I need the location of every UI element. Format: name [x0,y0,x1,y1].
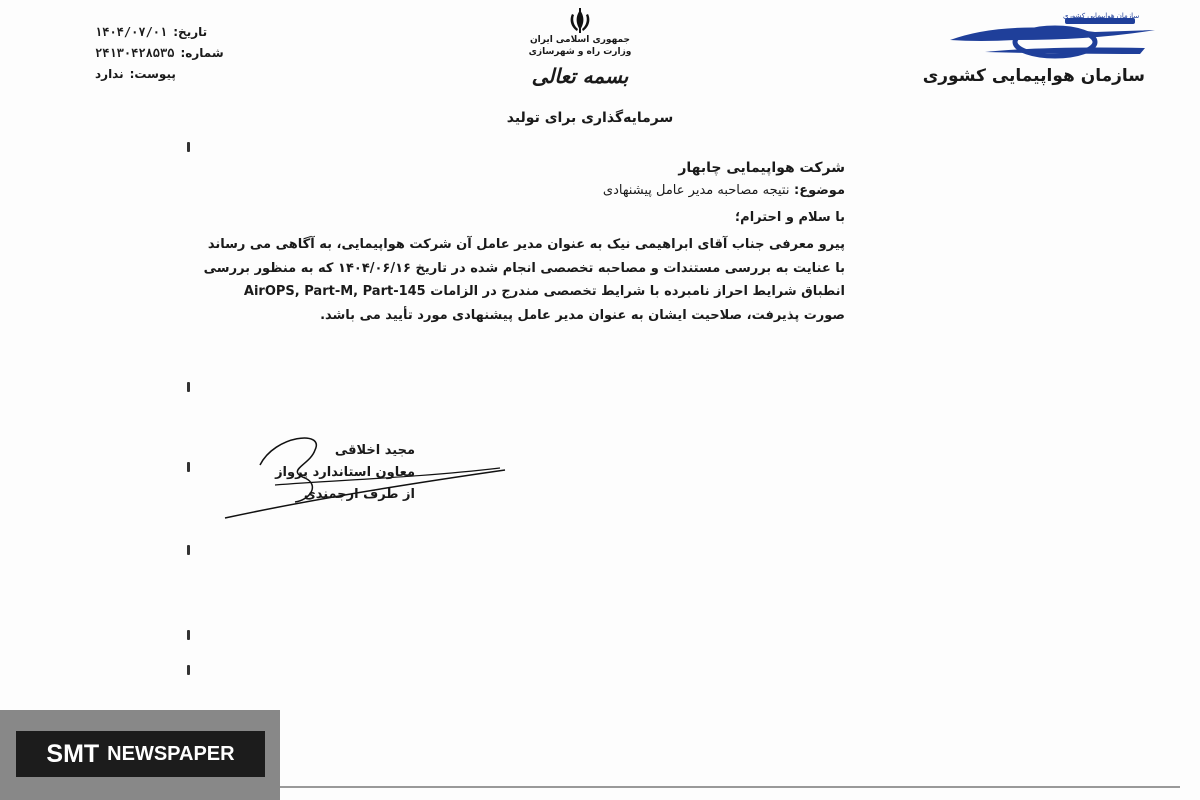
ministry-line: وزارت راه و شهرسازی [528,47,632,57]
page-edge [280,786,1180,788]
punch-mark [187,382,190,392]
organization-name: سازمان هواپیمایی کشوری [922,66,1145,86]
watermark-bold: SMT [46,739,100,768]
letter-body [145,233,845,327]
punch-mark [187,462,190,472]
attachment-label: پیوست: [129,67,176,81]
punch-mark [187,665,190,675]
attachment-value: ندارد [95,67,124,81]
signature-block [255,440,415,506]
cao-logo-caption: سازمان هواپیمایی کشوری [1063,12,1140,20]
iran-emblem-icon [565,8,595,34]
number-value: ۲۴۱۳۰۴۲۸۵۳۵ [95,46,175,60]
year-slogan: سرمایه‌گذاری برای تولید [506,110,674,126]
number-label: شماره: [180,46,224,60]
punch-mark [187,630,190,640]
subject-text: نتیجه مصاحبه مدیر عامل پیشنهادی [602,183,790,198]
addressee: شرکت هواپیمایی چابهار [678,160,845,176]
punch-mark [187,142,190,152]
signatory-on-behalf: از طرف ارجمندی [303,487,415,502]
signatory-title: معاون استاندارد پرواز [275,465,415,480]
smt-newspaper-watermark [16,731,265,777]
greeting: با سلام و احترام؛ [734,210,845,225]
date-row [95,22,280,43]
watermark-rest: NEWSPAPER [107,742,235,765]
date-value: ۱۴۰۴/۰۷/۰۱ [95,25,168,39]
subject-label: موضوع: [794,183,845,198]
bismillah-calligraphy: بسمه تعالی [531,64,629,88]
date-label: تاریخ: [173,25,208,39]
body-line: با عنایت به بررسی مستندات و مصاحبه تخصصی انجام شده در تاریخ ۱۴۰۴/۰۶/۱۶ که به منظور بررسی [203,260,845,276]
cao-logo [945,10,1165,100]
number-row [95,43,280,64]
attachment-row [95,64,280,85]
signatory-name: مجید اخلاقی [334,443,415,458]
letter-meta [95,22,280,85]
punch-mark [187,545,190,555]
republic-line: جمهوری اسلامی ایران [529,35,631,45]
government-header [520,8,640,88]
body-line: صورت پذیرفت، صلاحیت ایشان به عنوان مدیر عامل پیشنهادی مورد تأیید می باشد. [320,307,845,323]
body-line: پیرو معرفی جناب آقای ابراهیمی نیک به عنوان مدیر عامل آن شرکت هواپیمایی، به آگاهی می رساند [207,237,845,252]
body-line: انطباق شرایط احراز نامبرده با شرایط تخصصی مندرج در الزامات AirOPS, Part-M, Part-145 [243,284,845,299]
subject-line [603,183,845,198]
